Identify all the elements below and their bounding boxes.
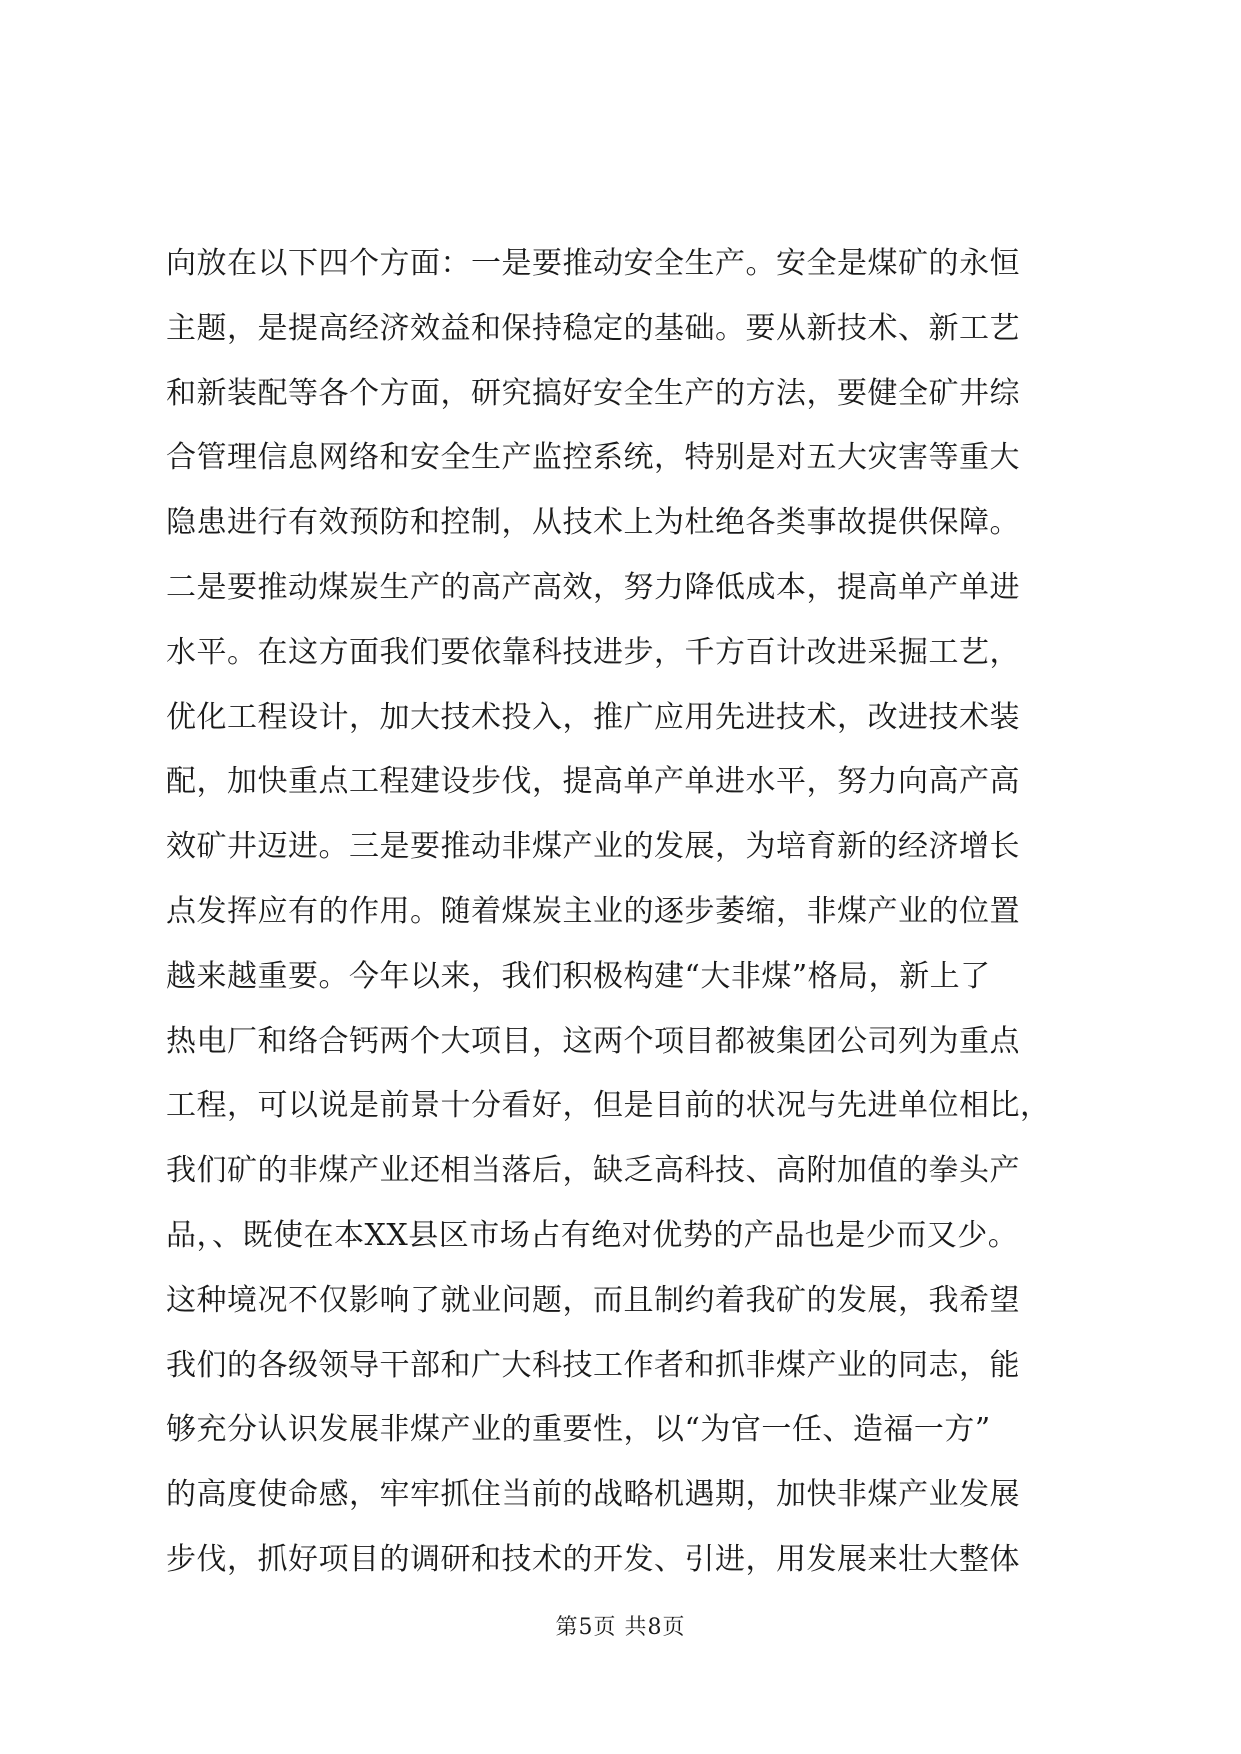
text-line: 二是要推动煤炭生产的高产高效，努力降低成本，提高单产单进 <box>166 569 1020 605</box>
text-line: 越来越重要。今年以来，我们积极构建“大非煤”格局，新上了 <box>166 958 991 994</box>
text-line: 热电厂和络合钙两个大项目，这两个项目都被集团公司列为重点 <box>166 1023 1020 1059</box>
text-line: 主题，是提高经济效益和保持稳定的基础。要从新技术、新工艺 <box>166 310 1020 346</box>
text-line: 隐患进行有效预防和控制，从技术上为杜绝各类事故提供保障。 <box>166 505 1020 541</box>
text-line: 配，加快重点工程建设步伐，提高单产单进水平，努力向高产高 <box>166 764 1020 800</box>
text-line: 我们矿的非煤产业还相当落后，缺乏高科技、高附加值的拳头产 <box>166 1153 1020 1189</box>
text-line: 工程，可以说是前景十分看好，但是目前的状况与先进单位相比， <box>166 1088 1051 1124</box>
page-number-footer: 第5页 共8页 <box>555 1615 686 1640</box>
text-line: 合管理信息网络和安全生产监控系统，特别是对五大灾害等重大 <box>166 440 1020 476</box>
text-line: 和新装配等各个方面，研究搞好安全生产的方法，要健全矿井综 <box>166 375 1020 411</box>
text-line: 这种境况不仅影响了就业问题，而且制约着我矿的发展，我希望 <box>166 1282 1020 1318</box>
text-line: 够充分认识发展非煤产业的重要性，以“为官一任、造福一方” <box>166 1412 991 1448</box>
text-line: 点发挥应有的作用。随着煤炭主业的逐步萎缩，非煤产业的位置 <box>166 893 1020 929</box>
text-line: 优化工程设计，加大技术投入，推广应用先进技术，改进技术装 <box>166 699 1020 735</box>
text-line: 向放在以下四个方面：一是要推动安全生产。安全是煤矿的永恒 <box>166 246 1020 281</box>
text-line: 我们的各级领导干部和广大科技工作者和抓非煤产业的同志，能 <box>166 1347 1020 1383</box>
text-line: 水平。在这方面我们要依靠科技进步，千方百计改进采掘工艺， <box>166 634 1020 670</box>
body-text <box>166 232 1086 1593</box>
text-line: 的高度使命感，牢牢抓住当前的战略机遇期，加快非煤产业发展 <box>166 1477 1020 1513</box>
text-line: 步伐，抓好项目的调研和技术的开发、引进，用发展来壮大整体 <box>166 1541 1020 1577</box>
text-line: 品，、既使在本XX县区市场占有绝对优势的产品也是少而又少。 <box>166 1217 1019 1253</box>
text-line: 效矿井迈进。三是要推动非煤产业的发展，为培育新的经济增长 <box>166 829 1020 865</box>
